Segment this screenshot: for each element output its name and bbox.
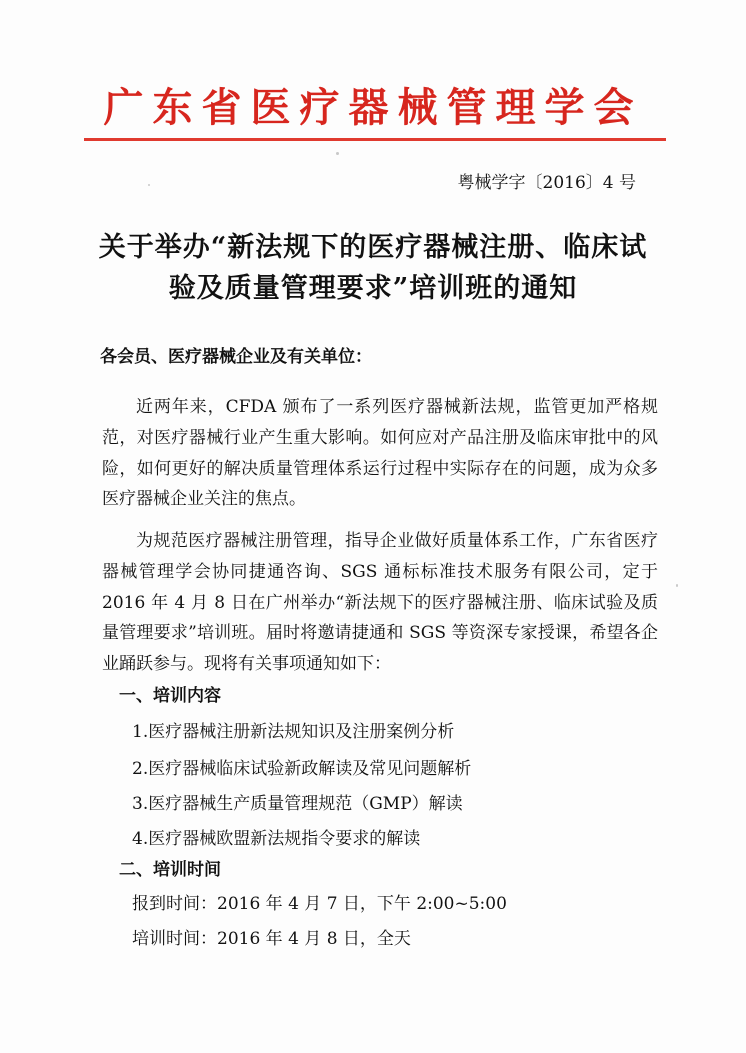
- body-paragraph: 近两年来，CFDA 颁布了一系列医疗器械新法规，监管更加严格规范，对医疗器械行业产生重大影响。如何应对产品注册及临床审批中的风险，如何更好的解决质量管理体系运行过程中实际存在的问题，成为众多医疗器械企业关注的焦点。: [102, 397, 658, 510]
- document-number: 粤械学字〔2016〕4 号: [457, 173, 636, 193]
- body-paragraph: 为规范医疗器械注册管理，指导企业做好质量体系工作，广东省医疗器械管理学会协同捷通咨询、SGS 通标标准技术服务有限公司，定于 2016 年 4 月 8 日在广州举办“新法规下的医疗器械注册、临床试验及质量管理要求”培训班。届时将邀请捷通和 SGS 等资深专家授课，希望各企业踊跃参与。现将有关事项通知如下：: [102, 531, 658, 675]
- list-item: 3.医疗器械生产质量管理规范（GMP）解读: [132, 794, 463, 814]
- red-divider-rule: [84, 138, 666, 141]
- notice-title-line-1: 关于举办“新法规下的医疗器械注册、临床试: [98, 232, 648, 263]
- list-item: 培训时间：2016 年 4 月 8 日，全天: [132, 929, 411, 949]
- scan-speck: [676, 584, 678, 587]
- salutation: 各会员、医疗器械企业及有关单位：: [100, 347, 372, 367]
- scan-speck: [148, 184, 150, 186]
- section-heading-training-content: 一、培训内容: [119, 686, 221, 706]
- organization-masthead: 广东省医疗器械管理学会: [103, 84, 643, 131]
- list-item: 1.医疗器械注册新法规知识及注册案例分析: [132, 722, 455, 742]
- notice-title: [60, 227, 686, 309]
- list-item: 4.医疗器械欧盟新法规指令要求的解读: [132, 829, 421, 849]
- list-item: 报到时间：2016 年 4 月 7 日，下午 2:00~5:00: [132, 894, 507, 914]
- notice-title-line-2: 验及质量管理要求”培训班的通知: [168, 273, 578, 304]
- section-heading-training-time: 二、培训时间: [119, 860, 221, 880]
- list-item: 2.医疗器械临床试验新政解读及常见问题解析: [132, 759, 472, 779]
- scan-speck: [336, 152, 339, 155]
